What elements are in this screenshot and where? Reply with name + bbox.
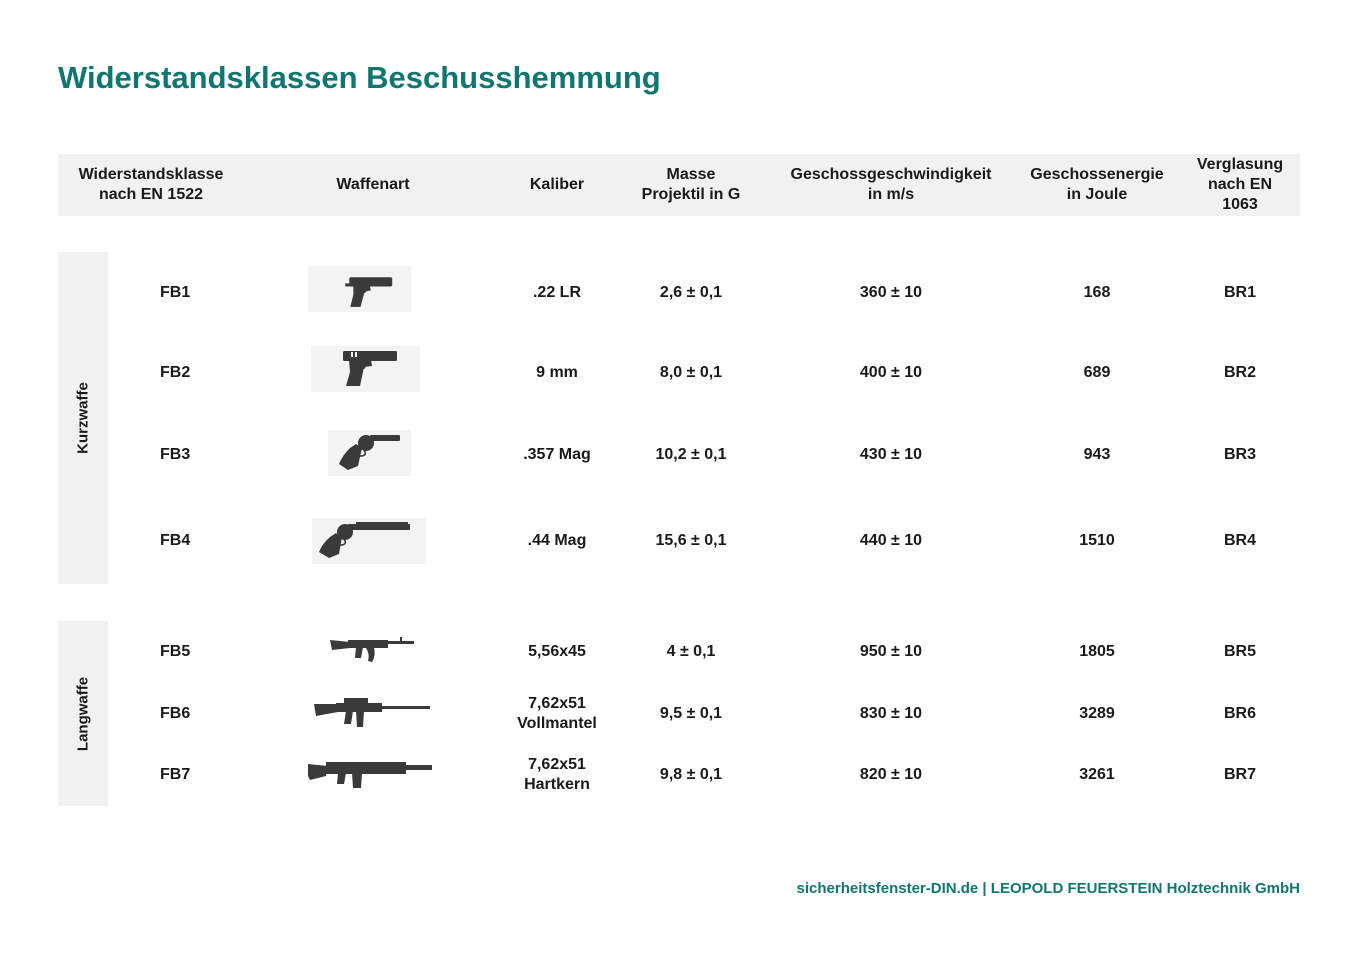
group-langwaffe xyxy=(58,621,108,806)
cell-masse: 8,0 ± 0,1 xyxy=(659,364,723,381)
group-label: Langwaffe xyxy=(74,676,92,751)
cell-masse: 10,2 ± 0,1 xyxy=(655,446,727,463)
header-energie: Geschossenergie in Joule xyxy=(1030,166,1164,203)
cell-verglasung: BR4 xyxy=(1223,532,1256,549)
header-waffenart: Waffenart xyxy=(336,176,410,193)
cell-verglasung: BR2 xyxy=(1223,364,1256,381)
pistol-icon xyxy=(308,266,411,312)
cell-widerstandsklasse: FB2 xyxy=(160,364,191,381)
cell-geschwindigkeit: 430 ± 10 xyxy=(859,446,923,463)
cell-energie: 1510 xyxy=(1079,532,1115,549)
long-barrel-revolver-icon xyxy=(312,518,426,564)
assault-rifle-icon xyxy=(328,632,418,664)
cell-verglasung: BR7 xyxy=(1223,766,1256,783)
header-geschwindigkeit: Geschossgeschwindigkeit in m/s xyxy=(790,166,992,203)
cell-kaliber: 9 mm xyxy=(536,364,578,381)
cell-widerstandsklasse: FB1 xyxy=(160,284,191,301)
cell-geschwindigkeit: 360 ± 10 xyxy=(859,284,923,301)
cell-masse: 15,6 ± 0,1 xyxy=(655,532,727,549)
cell-energie: 1805 xyxy=(1079,643,1115,660)
cell-widerstandsklasse: FB4 xyxy=(160,532,191,549)
rifle-icon xyxy=(312,694,432,732)
header-verglasung: Verglasung nach EN 1063 xyxy=(1196,156,1284,213)
table-header xyxy=(58,154,1300,216)
footer-credit: sicherheitsfenster-DIN.de | LEOPOLD FEUERSTEIN Holztechnik GmbH xyxy=(796,880,1300,897)
cell-kaliber: 7,62x51 Hartkern xyxy=(524,756,590,793)
cell-masse: 9,8 ± 0,1 xyxy=(659,766,723,783)
cell-energie: 689 xyxy=(1083,364,1111,381)
cell-geschwindigkeit: 400 ± 10 xyxy=(859,364,923,381)
header-widerstandsklasse: Widerstandsklasse nach EN 1522 xyxy=(78,166,224,203)
cell-widerstandsklasse: FB7 xyxy=(160,766,191,783)
cell-verglasung: BR5 xyxy=(1223,643,1256,660)
cell-geschwindigkeit: 950 ± 10 xyxy=(859,643,923,660)
cell-geschwindigkeit: 830 ± 10 xyxy=(859,705,923,722)
cell-kaliber: 5,56x45 xyxy=(528,643,586,660)
cell-verglasung: BR3 xyxy=(1223,446,1256,463)
pistol-icon xyxy=(311,346,420,392)
cell-widerstandsklasse: FB6 xyxy=(160,705,191,722)
cell-verglasung: BR1 xyxy=(1223,284,1256,301)
group-label: Kurzwaffe xyxy=(74,382,92,454)
header-masse: Masse Projektil in G xyxy=(641,166,741,203)
cell-widerstandsklasse: FB5 xyxy=(160,643,191,660)
cell-masse: 9,5 ± 0,1 xyxy=(659,705,723,722)
cell-energie: 3261 xyxy=(1079,766,1115,783)
cell-energie: 943 xyxy=(1083,446,1111,463)
cell-energie: 168 xyxy=(1083,284,1111,301)
header-kaliber: Kaliber xyxy=(529,176,585,193)
cell-kaliber: .357 Mag xyxy=(523,446,591,463)
revolver-icon xyxy=(328,430,411,476)
cell-verglasung: BR6 xyxy=(1223,705,1256,722)
cell-kaliber: .44 Mag xyxy=(527,532,587,549)
group-kurzwaffe xyxy=(58,252,108,584)
cell-widerstandsklasse: FB3 xyxy=(160,446,191,463)
cell-energie: 3289 xyxy=(1079,705,1115,722)
cell-masse: 4 ± 0,1 xyxy=(666,643,716,660)
cell-kaliber: 7,62x51 Vollmantel xyxy=(517,695,597,732)
cell-kaliber: .22 LR xyxy=(532,284,581,301)
rifle-icon xyxy=(306,756,434,792)
cell-geschwindigkeit: 820 ± 10 xyxy=(859,766,923,783)
cell-masse: 2,6 ± 0,1 xyxy=(659,284,723,301)
cell-geschwindigkeit: 440 ± 10 xyxy=(859,532,923,549)
page-title: Widerstandsklassen Beschusshemmung xyxy=(58,60,661,95)
